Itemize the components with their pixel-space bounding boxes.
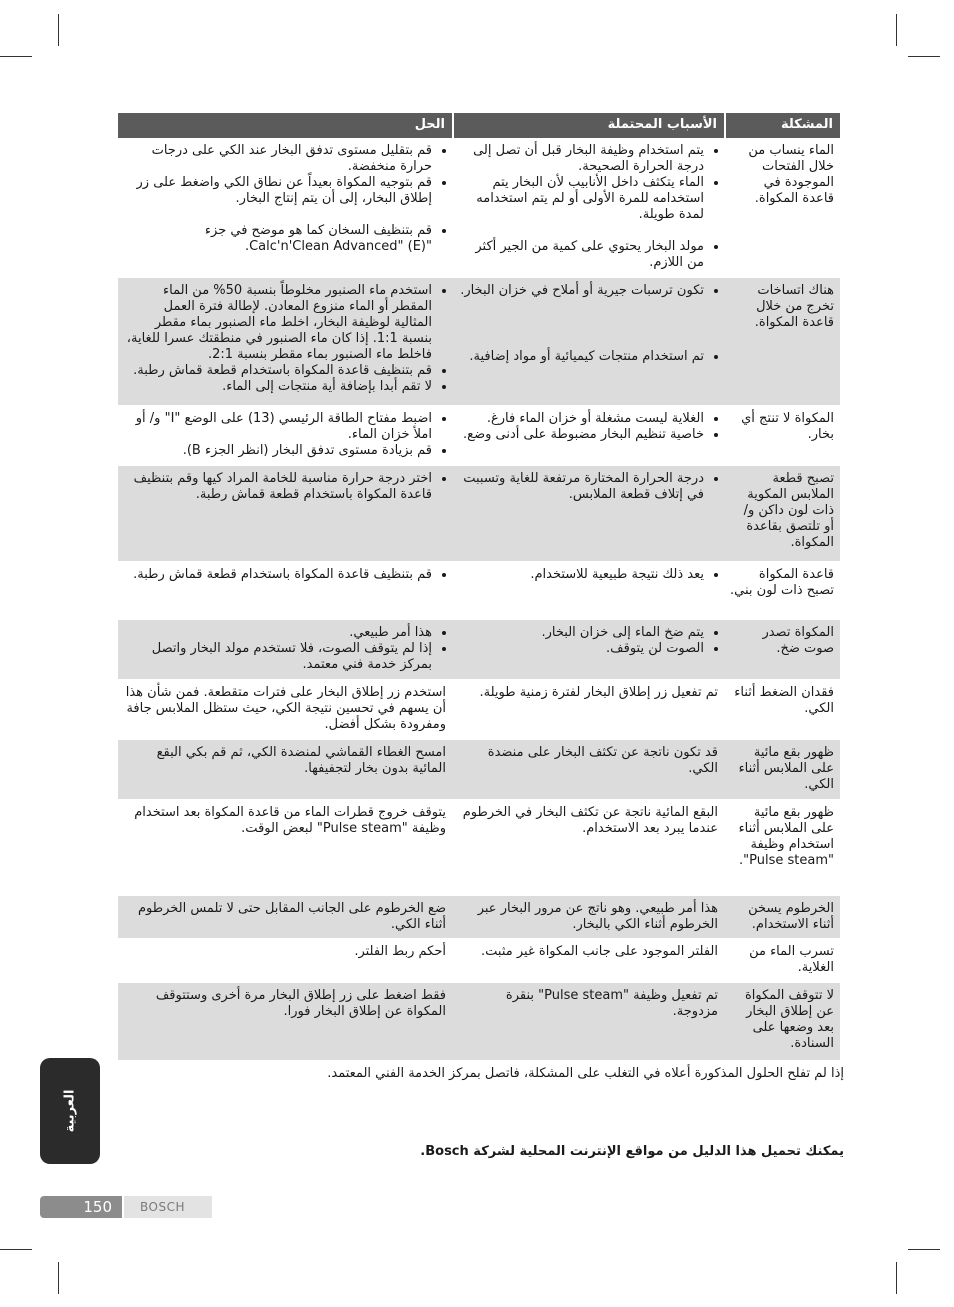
solution-item: • اختر درجة حرارة مناسبة للخامة المراد كيها وقم بتنظيف قاعدة المكواة باستخدام قطعة قماش رطبة.	[124, 471, 432, 503]
table-row	[118, 896, 840, 939]
solution-item: • قم بتنظيف السخان كما هو موضح في جزء "Calc'n'Clean Advanced" (E).	[124, 223, 432, 255]
crop-mark	[58, 14, 59, 46]
solution-cell	[118, 466, 452, 561]
table-row	[118, 740, 840, 800]
solution-cell	[118, 406, 452, 465]
cause-text: هذا أمر طبيعي. وهو ناتج عن مرور البخار عبر الخرطوم أثناء الكي بالبخار.	[477, 901, 718, 932]
solution-item: • هذا أمر طبيعي.	[124, 625, 432, 641]
problem-cell: ظهور بقع مائية على الملابس أثناء استخدام وظيفة "Pulse steam".	[738, 805, 834, 868]
cause-text: تم تفعيل زر إطلاق البخار لفترة زمنية طويلة.	[479, 685, 718, 700]
solution-text: فقط اضغط على زر إطلاق البخار مرة أخرى وستتوقف المكواة عن إطلاق البخار فورا.	[155, 988, 446, 1019]
problem-cell: المكواة لا تنتج أي بخار.	[741, 411, 834, 442]
solution-text: امسح الغطاء القماشي لمنضدة الكي، ثم قم بكي البقع المائية بدون بخار لتجفيفها.	[156, 745, 446, 776]
solution-cell	[118, 620, 452, 679]
service-note: إذا لم تفلح الحلول المذكورة أعلاه في التغلب على المشكلة، فاتصل بمركز الخدمة الفني المعتمد.	[327, 1066, 844, 1081]
crop-mark	[896, 1262, 897, 1294]
problem-cell: ظهور بقع مائية على الملابس أثناء الكي.	[738, 745, 834, 792]
table-row	[118, 278, 840, 406]
problem-cell: لا تتوقف المكواة عن إطلاق البخار بعد وضعها على السنادة.	[744, 988, 834, 1051]
causes-cell	[452, 896, 724, 938]
cause-item: • تكون ترسبات جيرية أو أملاح في خزان البخار.	[458, 283, 704, 299]
table-row	[118, 680, 840, 740]
troubleshooting-table	[118, 113, 840, 1061]
table-row	[118, 983, 840, 1061]
table-header	[118, 113, 840, 138]
table-row	[118, 562, 840, 620]
cause-item: • يعد ذلك نتيجة طبيعية للاستخدام.	[458, 567, 704, 583]
solution-item: • قم بتنظيف قاعدة المكواة باستخدام قطعة قماش رطبة.	[124, 363, 432, 379]
cause-item: • يتم ضخ الماء إلى خزان البخار.	[458, 625, 704, 641]
cause-item: • مولد البخار يحتوي على كمية من الجير أكثر من اللازم.	[458, 239, 704, 271]
solution-text: ضع الخرطوم على الجانب المقابل حتى لا تلمس الخرطوم أثناء الكي.	[137, 901, 446, 932]
solution-item: • قم بتقليل مستوى تدفق البخار عند الكي على درجات حرارة منخفضة.	[124, 143, 432, 175]
problem-cell: الخرطوم يسخن أثناء الاستخدام.	[748, 901, 834, 932]
causes-cell	[452, 562, 724, 619]
solution-cell	[118, 740, 452, 799]
cause-text: قد تكون ناتجة عن تكثف البخار على منضدة الكي.	[487, 745, 718, 776]
table-row	[118, 800, 840, 896]
solution-item: • لا تقم أبدا بإضافة أية منتجات إلى الماء.	[124, 379, 432, 395]
crop-mark	[0, 1249, 32, 1250]
problem-cell: المكواة تصدر صوت ضخ.	[762, 625, 834, 656]
header-causes: الأسباب المحتملة	[452, 113, 724, 138]
causes-cell	[452, 466, 724, 561]
solution-item: • قم بتوجيه المكواة بعيداً عن نطاق الكي واضغط على زر إطلاق البخار، إلى أن يتم إنتاج البخار.	[124, 175, 432, 207]
causes-cell	[452, 138, 724, 277]
cause-text: تم تفعيل وظيفة "Pulse steam" بنقرة مزدوجة.	[505, 988, 718, 1019]
causes-cell	[452, 620, 724, 679]
table-row	[118, 406, 840, 466]
cause-item: • الماء يتكثف داخل الأنابيب لأن البخار يتم استخدامه للمرة الأولى أو لم يتم استخدامه لمدة طويلة.	[458, 175, 704, 223]
header-solution: الحل	[414, 117, 445, 132]
solution-item: • استخدم ماء الصنبور مخلوطاً بنسبة 50% من الماء المقطر أو الماء منزوع المعادن. لإطالة فترة العمل المثالية لوظيفة البخار، اخلط ماء الصنبور بماء مقطر بنسبة 1:1. إذا كان ماء الصنبور في منطقتك عسرا للغاية، فاخلط ماء الصنبور بماء مقطر بنسبة 2:1.	[124, 283, 432, 363]
cause-item: • تم استخدام منتجات كيميائية أو مواد إضافية.	[458, 349, 704, 365]
problem-cell: فقدان الضغط أثناء الكي.	[734, 685, 834, 716]
solution-cell	[118, 800, 452, 895]
solution-text: أحكم ربط الفلتر.	[354, 944, 446, 959]
problem-cell: الماء ينساب من خلال الفتحات الموجودة في قاعدة المكواة.	[748, 143, 834, 206]
crop-mark	[896, 14, 897, 46]
solution-item: • إذا لم يتوقف الصوت، فلا تستخدم مولد البخار واتصل بمركز خدمة فني معتمد.	[124, 641, 432, 673]
problem-cell: تسرب الماء من الغلاية.	[749, 944, 834, 975]
cause-item: • يتم استخدام وظيفة البخار قبل أن تصل إلى درجة الحرارة الصحيحة.	[458, 143, 704, 175]
problem-cell: قاعدة المكواة تصبح ذات لون بني.	[730, 567, 834, 598]
problem-cell: هناك اتساخات تخرج من خلال قاعدة المكواة.	[754, 283, 834, 330]
solution-text: يتوقف خروج قطرات الماء من قاعدة المكواة بعد استخدام وظيفة "Pulse steam" لبعض الوقت.	[134, 805, 446, 836]
language-tab-label: العربية	[62, 1089, 78, 1133]
page-number: 150	[40, 1196, 122, 1218]
problem-cell: تصبح قطعة الملابس المكوية ذات لون داكن و/ أو تلتصق بقاعدة المكواة.	[743, 471, 834, 550]
cause-text: البقع المائية ناتجة عن تكثف البخار في الخرطوم عندما يبرد بعد الاستخدام.	[462, 805, 718, 836]
solution-cell	[118, 278, 452, 405]
header-problem: المشكلة	[724, 113, 840, 138]
solution-item: • قم بتنظيف قاعدة المكواة باستخدام قطعة قماش رطبة.	[124, 567, 432, 583]
brand-label: BOSCH	[124, 1196, 212, 1218]
causes-cell	[452, 939, 724, 982]
cause-item: • الغلاية ليست مشغلة أو خزان الماء فارغ.	[458, 411, 704, 427]
solution-cell	[118, 983, 452, 1060]
crop-mark	[0, 56, 32, 57]
causes-cell	[452, 406, 724, 465]
cause-text: الفلتر الموجود على جانب المكواة غير مثبت.	[481, 944, 718, 959]
table-row	[118, 138, 840, 278]
cause-item: • خاصية تنظيم البخار مضبوطة على أدنى وضع.	[458, 427, 704, 443]
causes-cell	[452, 740, 724, 799]
solution-cell	[118, 939, 452, 982]
crop-mark	[58, 1262, 59, 1294]
causes-cell	[452, 800, 724, 895]
solution-cell	[118, 562, 452, 619]
causes-cell	[452, 680, 724, 739]
crop-mark	[908, 56, 940, 57]
cause-item: • درجة الحرارة المختارة مرتفعة للغاية وتسببت في إتلاف قطعة الملابس.	[458, 471, 704, 503]
solution-item: • اضبط مفتاح الطاقة الرئيسي (13) على الوضع "I" و/ أو املأ خزان الماء.	[124, 411, 432, 443]
causes-cell	[452, 983, 724, 1060]
download-note: يمكنك تحميل هذا الدليل من مواقع الإنترنت المحلية لشركة Bosch.	[420, 1144, 844, 1159]
crop-mark	[908, 1249, 940, 1250]
table-row	[118, 620, 840, 680]
table-row	[118, 939, 840, 983]
language-tab	[40, 1058, 100, 1164]
solution-text: استخدم زر إطلاق البخار على فترات متقطعة. فمن شأن هذا أن يسهم في تحسين نتيجة الكي، حيث ستظل الملابس جافة ومفرودة بشكل أفضل.	[125, 685, 446, 732]
solution-cell	[118, 138, 452, 277]
causes-cell	[452, 278, 724, 405]
solution-item: • قم بزيادة مستوى تدفق البخار (انظر الجزء B).	[124, 443, 432, 459]
solution-cell	[118, 680, 452, 739]
solution-cell	[118, 896, 452, 938]
table-row	[118, 466, 840, 562]
cause-item: • الصوت لن يتوقف.	[458, 641, 704, 657]
